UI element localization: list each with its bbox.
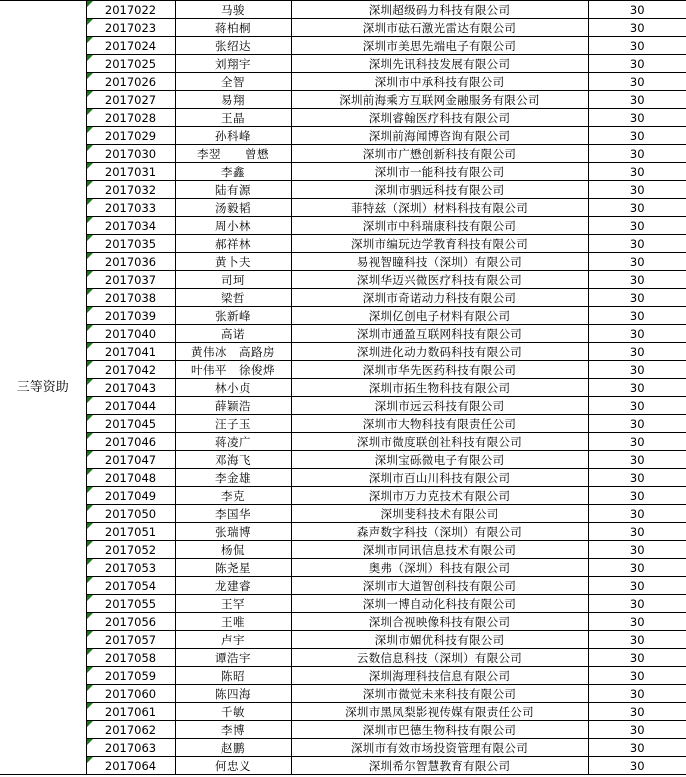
company-name-cell[interactable]: 深圳市一能科技有限公司	[291, 163, 588, 181]
funding-amount-cell[interactable]: 30	[588, 541, 686, 559]
funding-amount-cell[interactable]: 30	[588, 739, 686, 757]
project-code-cell[interactable]: 2017051	[86, 523, 175, 541]
applicant-name-cell[interactable]: 李克	[175, 487, 291, 505]
company-name-cell[interactable]: 深圳市编玩边学教育科技有限公司	[291, 235, 588, 253]
company-name-cell[interactable]: 森声数字科技（深圳）有限公司	[291, 523, 588, 541]
table-row	[0, 127, 686, 145]
table-row	[0, 451, 686, 469]
company-name-cell[interactable]: 深圳合视映像科技有限公司	[291, 613, 588, 631]
project-code-cell[interactable]: 2017041	[86, 343, 175, 361]
project-code-cell[interactable]: 2017057	[86, 631, 175, 649]
applicant-name-cell[interactable]: 陆有源	[175, 181, 291, 199]
table-row	[0, 145, 686, 163]
applicant-name-cell[interactable]: 赵鹏	[175, 739, 291, 757]
company-name-cell[interactable]: 深圳市拓生物科技有限公司	[291, 379, 588, 397]
funding-amount-cell[interactable]: 30	[588, 487, 686, 505]
applicant-name-cell[interactable]: 蒋柏桐	[175, 19, 291, 37]
project-code-cell[interactable]: 2017027	[86, 91, 175, 109]
company-name-cell[interactable]: 深圳市中承科技有限公司	[291, 73, 588, 91]
funding-amount-cell[interactable]: 30	[588, 289, 686, 307]
project-code-cell[interactable]: 2017063	[86, 739, 175, 757]
applicant-name-cell[interactable]: 全智	[175, 73, 291, 91]
funding-amount-cell[interactable]: 30	[588, 361, 686, 379]
company-name-cell[interactable]: 深圳市美思先端电子有限公司	[291, 37, 588, 55]
company-name-cell[interactable]: 深圳海理科技信息有限公司	[291, 667, 588, 685]
project-code-cell[interactable]: 2017029	[86, 127, 175, 145]
project-code-cell[interactable]: 2017054	[86, 577, 175, 595]
table-row	[0, 487, 686, 505]
project-code-cell[interactable]: 2017035	[86, 235, 175, 253]
company-name-cell[interactable]: 深圳市微觉未来科技有限公司	[291, 685, 588, 703]
applicant-name-cell[interactable]: 张瑞博	[175, 523, 291, 541]
table-row	[0, 343, 686, 361]
table-row	[0, 541, 686, 559]
applicant-name-cell[interactable]: 王罕	[175, 595, 291, 613]
project-code-cell[interactable]: 2017040	[86, 325, 175, 343]
table-row	[0, 379, 686, 397]
project-code-cell[interactable]: 2017037	[86, 271, 175, 289]
applicant-name-cell[interactable]: 郝祥林	[175, 235, 291, 253]
applicant-name-cell[interactable]: 张绍达	[175, 37, 291, 55]
project-code-cell[interactable]: 2017055	[86, 595, 175, 613]
project-code-cell[interactable]: 2017033	[86, 199, 175, 217]
applicant-name-cell[interactable]: 汤毅韬	[175, 199, 291, 217]
company-name-cell[interactable]: 深圳市微度联创社科技有限公司	[291, 433, 588, 451]
applicant-name-cell[interactable]: 李国华	[175, 505, 291, 523]
company-name-cell[interactable]: 深圳一博自动化科技有限公司	[291, 595, 588, 613]
funding-amount-cell[interactable]: 30	[588, 271, 686, 289]
funding-amount-cell[interactable]: 30	[588, 613, 686, 631]
project-code-cell[interactable]: 2017045	[86, 415, 175, 433]
table-row	[0, 469, 686, 487]
funding-amount-cell[interactable]: 30	[588, 667, 686, 685]
project-code-cell[interactable]: 2017047	[86, 451, 175, 469]
funding-amount-cell[interactable]: 30	[588, 73, 686, 91]
table-row	[0, 361, 686, 379]
table-row	[0, 685, 686, 703]
project-code-cell[interactable]: 2017039	[86, 307, 175, 325]
applicant-name-cell[interactable]: 陈四海	[175, 685, 291, 703]
applicant-name-cell[interactable]: 梁哲	[175, 289, 291, 307]
project-code-cell[interactable]: 2017026	[86, 73, 175, 91]
funding-amount-cell[interactable]: 30	[588, 757, 686, 775]
table-row	[0, 217, 686, 235]
project-code-cell[interactable]: 2017022	[86, 1, 175, 19]
applicant-name-cell[interactable]: 司珂	[175, 271, 291, 289]
table-row	[0, 181, 686, 199]
applicant-name-cell[interactable]: 陈昭	[175, 667, 291, 685]
funding-amount-cell[interactable]: 30	[588, 721, 686, 739]
table-row	[0, 235, 686, 253]
table-row	[0, 289, 686, 307]
applicant-name-cell[interactable]: 千敏	[175, 703, 291, 721]
funding-amount-cell[interactable]: 30	[588, 415, 686, 433]
project-code-cell[interactable]: 2017052	[86, 541, 175, 559]
project-code-cell[interactable]: 2017031	[86, 163, 175, 181]
applicant-name-cell[interactable]: 高诺	[175, 325, 291, 343]
table-row	[0, 433, 686, 451]
funding-amount-cell[interactable]: 30	[588, 19, 686, 37]
project-code-cell[interactable]: 2017061	[86, 703, 175, 721]
company-name-cell[interactable]: 深圳前海闻博咨询有限公司	[291, 127, 588, 145]
table-row	[0, 631, 686, 649]
table-row	[0, 37, 686, 55]
table-row	[0, 55, 686, 73]
project-code-cell[interactable]: 2017036	[86, 253, 175, 271]
table-row	[0, 757, 686, 775]
applicant-name-cell[interactable]: 林小贞	[175, 379, 291, 397]
applicant-name-cell[interactable]: 卢宇	[175, 631, 291, 649]
funding-amount-cell[interactable]: 30	[588, 397, 686, 415]
funding-amount-cell[interactable]: 30	[588, 595, 686, 613]
project-code-cell[interactable]: 2017044	[86, 397, 175, 415]
company-name-cell[interactable]: 深圳市广懋创新科技有限公司	[291, 145, 588, 163]
project-code-cell[interactable]: 2017062	[86, 721, 175, 739]
applicant-name-cell[interactable]: 叶伟平 徐俊烨	[175, 361, 291, 379]
funding-amount-cell[interactable]: 30	[588, 685, 686, 703]
company-name-cell[interactable]: 深圳市同讯信息技术有限公司	[291, 541, 588, 559]
funding-amount-cell[interactable]: 30	[588, 181, 686, 199]
company-name-cell[interactable]: 深圳睿翰医疗科技有限公司	[291, 109, 588, 127]
funding-amount-cell[interactable]: 30	[588, 235, 686, 253]
table-row	[0, 559, 686, 577]
table-row	[0, 253, 686, 271]
table-row	[0, 415, 686, 433]
table-row	[0, 577, 686, 595]
funding-amount-cell[interactable]: 30	[588, 145, 686, 163]
funding-amount-cell[interactable]: 30	[588, 559, 686, 577]
funding-amount-cell[interactable]: 30	[588, 703, 686, 721]
funding-amount-cell[interactable]: 30	[588, 343, 686, 361]
table-row	[0, 271, 686, 289]
project-code-cell[interactable]: 2017023	[86, 19, 175, 37]
funding-amount-cell[interactable]: 30	[588, 523, 686, 541]
funding-amount-cell[interactable]: 30	[588, 379, 686, 397]
company-name-cell[interactable]: 深圳华迈兴微医疗科技有限公司	[291, 271, 588, 289]
project-code-cell[interactable]: 2017048	[86, 469, 175, 487]
company-name-cell[interactable]: 深圳市远云科技有限公司	[291, 397, 588, 415]
applicant-name-cell[interactable]: 王晶	[175, 109, 291, 127]
table-row	[0, 739, 686, 757]
project-code-cell[interactable]: 2017058	[86, 649, 175, 667]
funding-amount-cell[interactable]: 30	[588, 451, 686, 469]
company-name-cell[interactable]: 深圳市奇诺动力科技有限公司	[291, 289, 588, 307]
table-row	[0, 19, 686, 37]
project-code-cell[interactable]: 2017032	[86, 181, 175, 199]
table-row	[0, 613, 686, 631]
company-name-cell[interactable]: 深圳市万力克技术有限公司	[291, 487, 588, 505]
funding-amount-cell[interactable]: 30	[588, 1, 686, 19]
company-name-cell[interactable]: 深圳市大物科技有限责任公司	[291, 415, 588, 433]
table-row	[0, 649, 686, 667]
company-name-cell[interactable]: 深圳超级码力科技有限公司	[291, 1, 588, 19]
company-name-cell[interactable]: 深圳市驷远科技有限公司	[291, 181, 588, 199]
applicant-name-cell[interactable]: 易翔	[175, 91, 291, 109]
funding-amount-cell[interactable]: 30	[588, 91, 686, 109]
funding-amount-cell[interactable]: 30	[588, 163, 686, 181]
applicant-name-cell[interactable]: 汪子玉	[175, 415, 291, 433]
table-row	[0, 703, 686, 721]
applicant-name-cell[interactable]: 张新峰	[175, 307, 291, 325]
funding-amount-cell[interactable]: 30	[588, 109, 686, 127]
project-code-cell[interactable]: 2017025	[86, 55, 175, 73]
company-name-cell[interactable]: 深圳市砝石激光雷达有限公司	[291, 19, 588, 37]
funding-amount-cell[interactable]: 30	[588, 253, 686, 271]
applicant-name-cell[interactable]: 马骏	[175, 1, 291, 19]
project-code-cell[interactable]: 2017064	[86, 757, 175, 775]
company-name-cell[interactable]: 深圳宝砾微电子有限公司	[291, 451, 588, 469]
applicant-name-cell[interactable]: 陈尧星	[175, 559, 291, 577]
applicant-name-cell[interactable]: 邓海飞	[175, 451, 291, 469]
funding-amount-cell[interactable]: 30	[588, 325, 686, 343]
applicant-name-cell[interactable]: 李博	[175, 721, 291, 739]
applicant-name-cell[interactable]: 蒋凌广	[175, 433, 291, 451]
table-row	[0, 505, 686, 523]
funding-amount-cell[interactable]: 30	[588, 127, 686, 145]
table-row	[0, 1, 686, 19]
company-name-cell[interactable]: 奥弗（深圳）科技有限公司	[291, 559, 588, 577]
table-row	[0, 325, 686, 343]
project-code-cell[interactable]: 2017050	[86, 505, 175, 523]
company-name-cell[interactable]: 深圳市华先医药科技有限公司	[291, 361, 588, 379]
project-code-cell[interactable]: 2017043	[86, 379, 175, 397]
company-name-cell[interactable]: 深圳亿创电子材料有限公司	[291, 307, 588, 325]
funding-amount-cell[interactable]: 30	[588, 433, 686, 451]
company-name-cell[interactable]: 菲特兹（深圳）材料科技有限公司	[291, 199, 588, 217]
table-row	[0, 307, 686, 325]
funding-amount-cell[interactable]: 30	[588, 307, 686, 325]
funding-table-body	[0, 1, 686, 775]
table-row	[0, 721, 686, 739]
project-code-cell[interactable]: 2017056	[86, 613, 175, 631]
company-name-cell[interactable]: 深圳市巴德生物科技有限公司	[291, 721, 588, 739]
funding-amount-cell[interactable]: 30	[588, 649, 686, 667]
company-name-cell[interactable]: 易视智瞳科技（深圳）有限公司	[291, 253, 588, 271]
project-code-cell[interactable]: 2017053	[86, 559, 175, 577]
company-name-cell[interactable]: 深圳希尔智慧教育有限公司	[291, 757, 588, 775]
category-cell[interactable]: 三等资助	[0, 1, 86, 775]
table-row	[0, 73, 686, 91]
funding-amount-cell[interactable]: 30	[588, 505, 686, 523]
applicant-name-cell[interactable]: 黄卜夫	[175, 253, 291, 271]
project-code-cell[interactable]: 2017024	[86, 37, 175, 55]
table-row	[0, 523, 686, 541]
company-name-cell[interactable]: 深圳市大道智创科技有限公司	[291, 577, 588, 595]
funding-amount-cell[interactable]: 30	[588, 199, 686, 217]
project-code-cell[interactable]: 2017034	[86, 217, 175, 235]
applicant-name-cell[interactable]: 谭浩宇	[175, 649, 291, 667]
applicant-name-cell[interactable]: 王唯	[175, 613, 291, 631]
funding-amount-cell[interactable]: 30	[588, 55, 686, 73]
company-name-cell[interactable]: 深圳市通盈互联网科技有限公司	[291, 325, 588, 343]
table-row	[0, 595, 686, 613]
applicant-name-cell[interactable]: 龙建睿	[175, 577, 291, 595]
funding-amount-cell[interactable]: 30	[588, 469, 686, 487]
table-row	[0, 397, 686, 415]
project-code-cell[interactable]: 2017060	[86, 685, 175, 703]
project-code-cell[interactable]: 2017028	[86, 109, 175, 127]
table-row	[0, 667, 686, 685]
funding-amount-cell[interactable]: 30	[588, 217, 686, 235]
applicant-name-cell[interactable]: 李金雄	[175, 469, 291, 487]
applicant-name-cell[interactable]: 黄伟冰 高路房	[175, 343, 291, 361]
applicant-name-cell[interactable]: 刘翔宇	[175, 55, 291, 73]
company-name-cell[interactable]: 深圳市媚优科技有限公司	[291, 631, 588, 649]
project-code-cell[interactable]: 2017046	[86, 433, 175, 451]
project-code-cell[interactable]: 2017059	[86, 667, 175, 685]
applicant-name-cell[interactable]: 李鑫	[175, 163, 291, 181]
project-code-cell[interactable]: 2017042	[86, 361, 175, 379]
table-row	[0, 163, 686, 181]
funding-amount-cell[interactable]: 30	[588, 577, 686, 595]
table-row	[0, 91, 686, 109]
applicant-name-cell[interactable]: 杨侃	[175, 541, 291, 559]
company-name-cell[interactable]: 深圳市中科瑞康科技有限公司	[291, 217, 588, 235]
applicant-name-cell[interactable]: 李翌 曾懋	[175, 145, 291, 163]
table-row	[0, 109, 686, 127]
funding-amount-cell[interactable]: 30	[588, 631, 686, 649]
company-name-cell[interactable]: 深圳先讯科技发展有限公司	[291, 55, 588, 73]
project-code-cell[interactable]: 2017049	[86, 487, 175, 505]
table-row	[0, 199, 686, 217]
applicant-name-cell[interactable]: 孙科峰	[175, 127, 291, 145]
company-name-cell[interactable]: 深圳进化动力数码科技有限公司	[291, 343, 588, 361]
company-name-cell[interactable]: 深圳斐科技术有限公司	[291, 505, 588, 523]
company-name-cell[interactable]: 深圳市黑凤梨影视传媒有限责任公司	[291, 703, 588, 721]
company-name-cell[interactable]: 深圳市有效市场投资管理有限公司	[291, 739, 588, 757]
company-name-cell[interactable]: 云数信息科技（深圳）有限公司	[291, 649, 588, 667]
project-code-cell[interactable]: 2017030	[86, 145, 175, 163]
project-code-cell[interactable]: 2017038	[86, 289, 175, 307]
applicant-name-cell[interactable]: 何忠义	[175, 757, 291, 775]
applicant-name-cell[interactable]: 周小林	[175, 217, 291, 235]
company-name-cell[interactable]: 深圳前海乘方互联网金融服务有限公司	[291, 91, 588, 109]
company-name-cell[interactable]: 深圳市百山川科技有限公司	[291, 469, 588, 487]
funding-amount-cell[interactable]: 30	[588, 37, 686, 55]
applicant-name-cell[interactable]: 薛颖浩	[175, 397, 291, 415]
